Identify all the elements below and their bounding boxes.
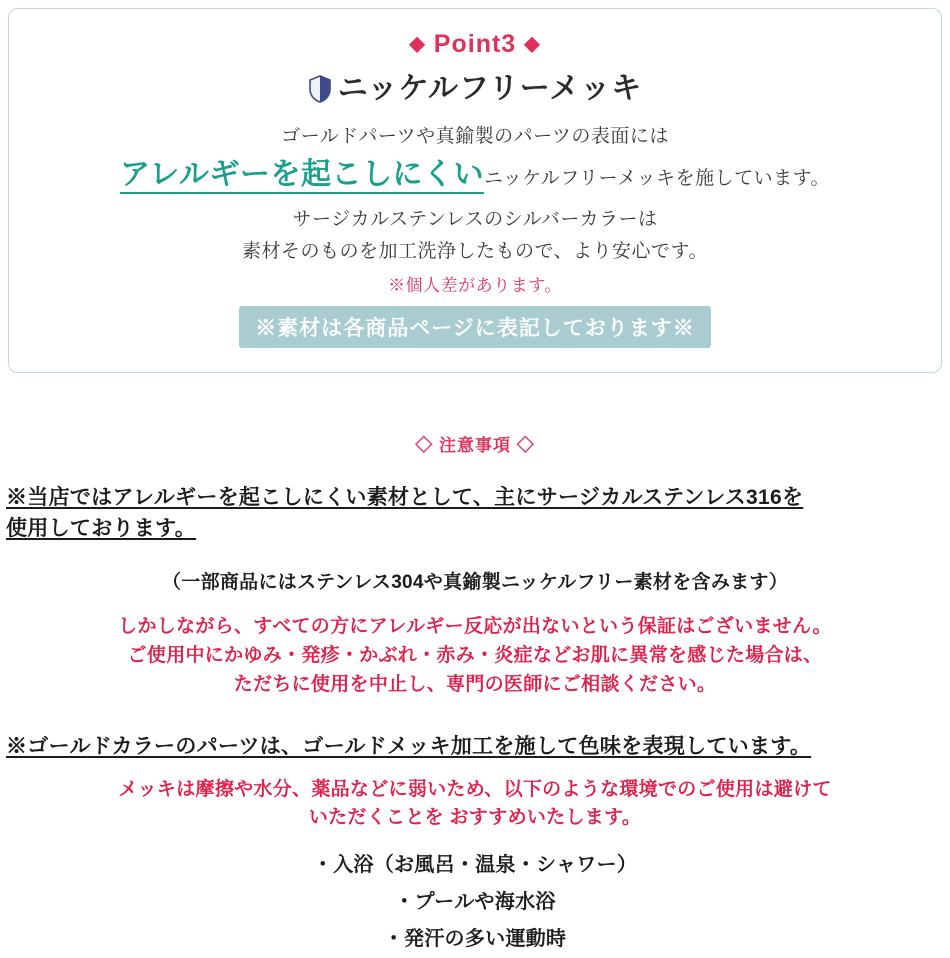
- notice-main-1-line-2: 使用しております。: [6, 517, 197, 540]
- point3-line-1: ゴールドパーツや真鍮製のパーツの表面には: [281, 125, 669, 147]
- point3-title-text: Point3: [433, 30, 517, 58]
- point3-title-row: [29, 31, 921, 59]
- point3-emphasis-line: [29, 155, 921, 196]
- point3-emphasis-strong: アレルギーを起こしにくい: [120, 158, 484, 194]
- point3-card: [8, 8, 942, 373]
- diamond-left-icon: ◆: [409, 33, 426, 55]
- material-ribbon-banner: ※素材は各商品ページに表記しております※: [239, 306, 711, 348]
- point3-line-2: サージカルステンレスのシルバーカラーは: [292, 208, 658, 230]
- point3-heading-text: ニッケルフリーメッキ: [337, 71, 643, 105]
- diamond-right-icon: ◆: [524, 33, 541, 55]
- page-root: [0, 8, 950, 958]
- notice-warning-block-2: [0, 776, 950, 833]
- notice-section: [0, 431, 950, 958]
- list-item: ・発汗の多い運動時: [383, 927, 567, 950]
- notice-warning-1-line-3: ただちに使用を中止し、専門の医師にご相談ください。: [233, 674, 717, 696]
- notice-warning-1-line-1: しかしながら、すべての方にアレルギー反応が出ないという保証はございません。: [118, 615, 832, 637]
- list-item: ・入浴（お風呂・温泉・シャワー）: [312, 853, 638, 876]
- notice-warning-2-line-1: メッキは摩擦や水分、薬品などに弱いため、以下のような環境でのご使用は避けて: [118, 778, 832, 800]
- point3-emphasis-rest: ニッケルフリーメッキを施しています。: [484, 168, 831, 189]
- point3-heading: [29, 71, 921, 107]
- notice-title: ◇ 注意事項 ◇: [415, 435, 535, 455]
- notice-warning-1-line-2: ご使用中にかゆみ・発疹・かぶれ・赤み・炎症などお肌に異常を感じた場合は、: [127, 644, 823, 666]
- point3-individual-note: ※個人差があります。: [388, 275, 562, 295]
- notice-main-2-text: ※ゴールドカラーのパーツは、ゴールドメッキ加工を施して色味を表現しています。: [6, 734, 812, 758]
- notice-main-1-line-1: ※当店ではアレルギーを起こしにくい素材として、主にサージカルステンレス316を: [6, 485, 804, 509]
- avoid-conditions-list: [0, 847, 950, 958]
- notice-main-statement-2: [0, 730, 950, 760]
- notice-sub-statement: （一部商品にはステンレス304や真鍮製ニッケルフリー素材を含みます）: [161, 571, 789, 593]
- notice-warning-2-line-2: いただくことを おすすめいたします。: [308, 807, 642, 829]
- shield-icon: [308, 75, 332, 103]
- notice-main-statement-1: [0, 482, 950, 545]
- list-item: ・プールや海水浴: [394, 890, 556, 913]
- notice-warning-block-1: [0, 612, 950, 700]
- point3-line-3: 素材そのものを加工洗浄したもので、より安心です。: [241, 241, 709, 262]
